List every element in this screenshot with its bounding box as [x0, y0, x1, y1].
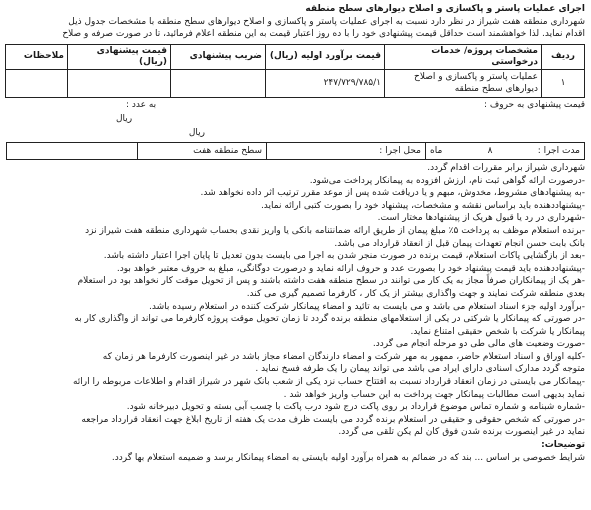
place-value: سطح منطقه هفت	[193, 145, 262, 156]
condition-line: بانک بابت حسن انجام تعهدات پیمان قبل از انعقاد قرارداد می باشد.	[334, 238, 585, 249]
condition-line: -شهرداری در رد یا قبول هریک از پیشنهادها مختار است.	[377, 213, 585, 224]
intro-line-1: اجرای عملیات پاستر و پاکسازی و اصلاح دیوارهای سطح منطقه	[305, 4, 585, 14]
header-offer-price: قیمت پیشنهادی (ریال)	[68, 44, 171, 69]
cell-base-price: ۲۴۷/۷۲۹/۷۸۵/۱	[266, 69, 385, 97]
duration-value: ۸	[487, 145, 493, 156]
cell-notes	[6, 69, 68, 97]
condition-line: متوجه گردد مدارک اسنادی دارای ایراد می باشد می تواند پیمان را یک طرفه فسخ نماید .	[255, 364, 585, 375]
condition-line: -هر یک از پیمانکاران صرفاً مجاز به یک کار می توانند در سطح منطقه هفت داشته باشند و پس از تحویل موقت کار نخواهد بود در استعلام	[77, 276, 585, 287]
offer-letters-label: قیمت پیشنهادی به حروف :	[484, 99, 585, 110]
header-description: مشخصات پروژه/ خدمات درخواستی	[385, 44, 542, 69]
conditions-list	[6, 162, 585, 464]
condition-line: -برنده استعلام موظف به پرداخت ۵٪ مبلغ پیمان از طریق ارائه ضمانتنامه بانکی یا واریز نقدی بحساب شهرداری منطقه هفت شیراز نزد	[85, 225, 585, 236]
execution-info-box	[6, 142, 585, 160]
duration-unit: ماه	[430, 145, 443, 156]
header-coefficient: ضریب پیشنهادی	[171, 44, 266, 69]
duration-label: مدت اجرا :	[537, 145, 580, 156]
cell-offer-price	[68, 69, 171, 97]
notes-label: توضیحات:	[541, 440, 585, 451]
condition-line: بعدی منطقه شرکت نمایند و جهت واگذاری بیشتر از یک کار ، کارفرما تصمیم گیری می کند.	[246, 288, 585, 299]
condition-line: -صورت وضعیت های مالی طی دو مرحله انجام می گردد.	[372, 339, 585, 350]
offer-letters-line	[6, 98, 585, 112]
condition-line: -پیشنهاددهنده باید قیمت پیشنهاد خود را بصورت عدد و حروف ارائه نماید و درصورت دوگانگی، مبلغ به حروف معتبر خواهد بود.	[116, 263, 585, 274]
condition-line: -در صورتی که پیمانکار یا شرکتی در یکی از استعلامهای منطقه برنده گردد تا زمان تحویل موقت پروژه کارفرما می تواند از واگذاری کار به	[74, 314, 585, 325]
condition-line: شهرداری شیراز برابر مقررات اقدام گردد.	[427, 162, 585, 173]
condition-line: -کلیه اوراق و اسناد استعلام حاضر، ممهور به مهر شرکت و امضاء دارندگان امضاء مجاز باشد در غیر اینصورت کارفرما هر زمان که	[102, 351, 585, 362]
condition-line: -به پیشنهادهای مشروط، مخدوش، مبهم و یا دریافت شده پس از موعد مقرر ترتیب اثر داده نخواهد شد.	[200, 188, 585, 199]
condition-line: نماید بدیهی است مطالبات پیمانکار جهت پرداخت به این حساب واریز خواهد شد .	[283, 389, 585, 400]
intro-paragraph	[6, 3, 585, 41]
condition-line: پیمانکار یا شرکت با شخص حقیقی امتناع نماید.	[410, 326, 585, 337]
offer-rial-line-2	[6, 126, 585, 140]
empty-cell	[7, 143, 137, 159]
offer-rial-line-1	[6, 112, 585, 126]
condition-line: -پیشنهاددهنده باید براساس نقشه و مشخصات، پیشنهاد خود را بصورت کتبی ارائه نماید.	[260, 200, 585, 211]
condition-line: -برآورد اولیه جزء اسناد استعلام می باشد و می بایست به تائید و امضاء پیمانکار شرکت کننده در استعلام رسیده باشد.	[149, 301, 585, 312]
place-label: محل اجرا :	[379, 145, 421, 156]
header-notes: ملاحظات	[6, 44, 68, 69]
condition-line: -بعد از بازگشایی پاکات استعلام، قیمت برنده در صورت منجر شدن به اجرا می بایست بدون تعدیل تا پایان اجرا اعتبار داشته باشد.	[103, 251, 585, 262]
header-row-number: ردیف	[542, 44, 585, 69]
condition-line: -پیمانکار می بایستی در زمان انعقاد قرارداد نسبت به افتتاح حساب نزد یکی از شعب بانک شهر در شیراز اقدام و اطلاعات مربوطه را ارائه	[72, 377, 585, 388]
table-header-row	[6, 44, 585, 69]
condition-line: نماید در غیر اینصورت برنده شدن فوق کان لم یکن تلقی می گردد.	[338, 427, 585, 438]
header-base-price: قیمت برآورد اولیه (ریال)	[266, 44, 385, 69]
intro-line-2: شهرداری منطقه هفت شیراز در نظر دارد نسبت به اجرای عملیات پاستر و پاکسازی و اصلاح دیوارهای سطح منطقه با مشخصات جدول ذیل	[68, 16, 585, 27]
offer-digits-label: به عدد :	[126, 99, 157, 110]
final-line: شرایط خصوصی بر اساس ... بند که در ضمائم به همراه برآورد اولیه بایستی به امضاء پیمانکار برسد و ضمیمه استعلام بها گردد.	[111, 452, 585, 463]
offer-rial-2: ریال	[188, 127, 205, 138]
specification-table	[5, 44, 585, 98]
table-row	[6, 69, 585, 97]
cell-coefficient	[171, 69, 266, 97]
condition-line: -در صورتی که شخص حقوقی و حقیقی در استعلام برنده گردد می بایست ظرف مدت یک هفته از تاریخ ابلاغ جهت انعقاد قرارداد مراجعه	[81, 414, 585, 425]
condition-line: -شماره شبنامه و شماره تماس موضوع قرارداد بر روی پاکت درج شود درب پاکت با چسب آبی بسته و تحویل دبیرخانه شود.	[126, 402, 585, 413]
condition-line: -درصورت ارائه گواهی ثبت نام، ارزش افزوده به پیمانکار پرداخت می‌شود.	[309, 175, 585, 186]
duration-cell	[425, 143, 584, 159]
place-label-cell	[266, 143, 425, 159]
place-value-cell	[137, 143, 266, 159]
intro-line-3: اقدام نماید. لذا خواهشمند است حداقل قیمت پیشنهادی خود را با ده روز اعتبار قیمت به این منطقه اعلام فرمائید، تا در صورت صرفه و صلاح	[62, 29, 585, 40]
offer-rial-1: ریال	[116, 113, 133, 124]
cell-row-number: ۱	[542, 69, 585, 97]
cell-description: عملیات پاستر و پاکسازی و اصلاح دیوارهای سطح منطقه	[385, 69, 542, 97]
